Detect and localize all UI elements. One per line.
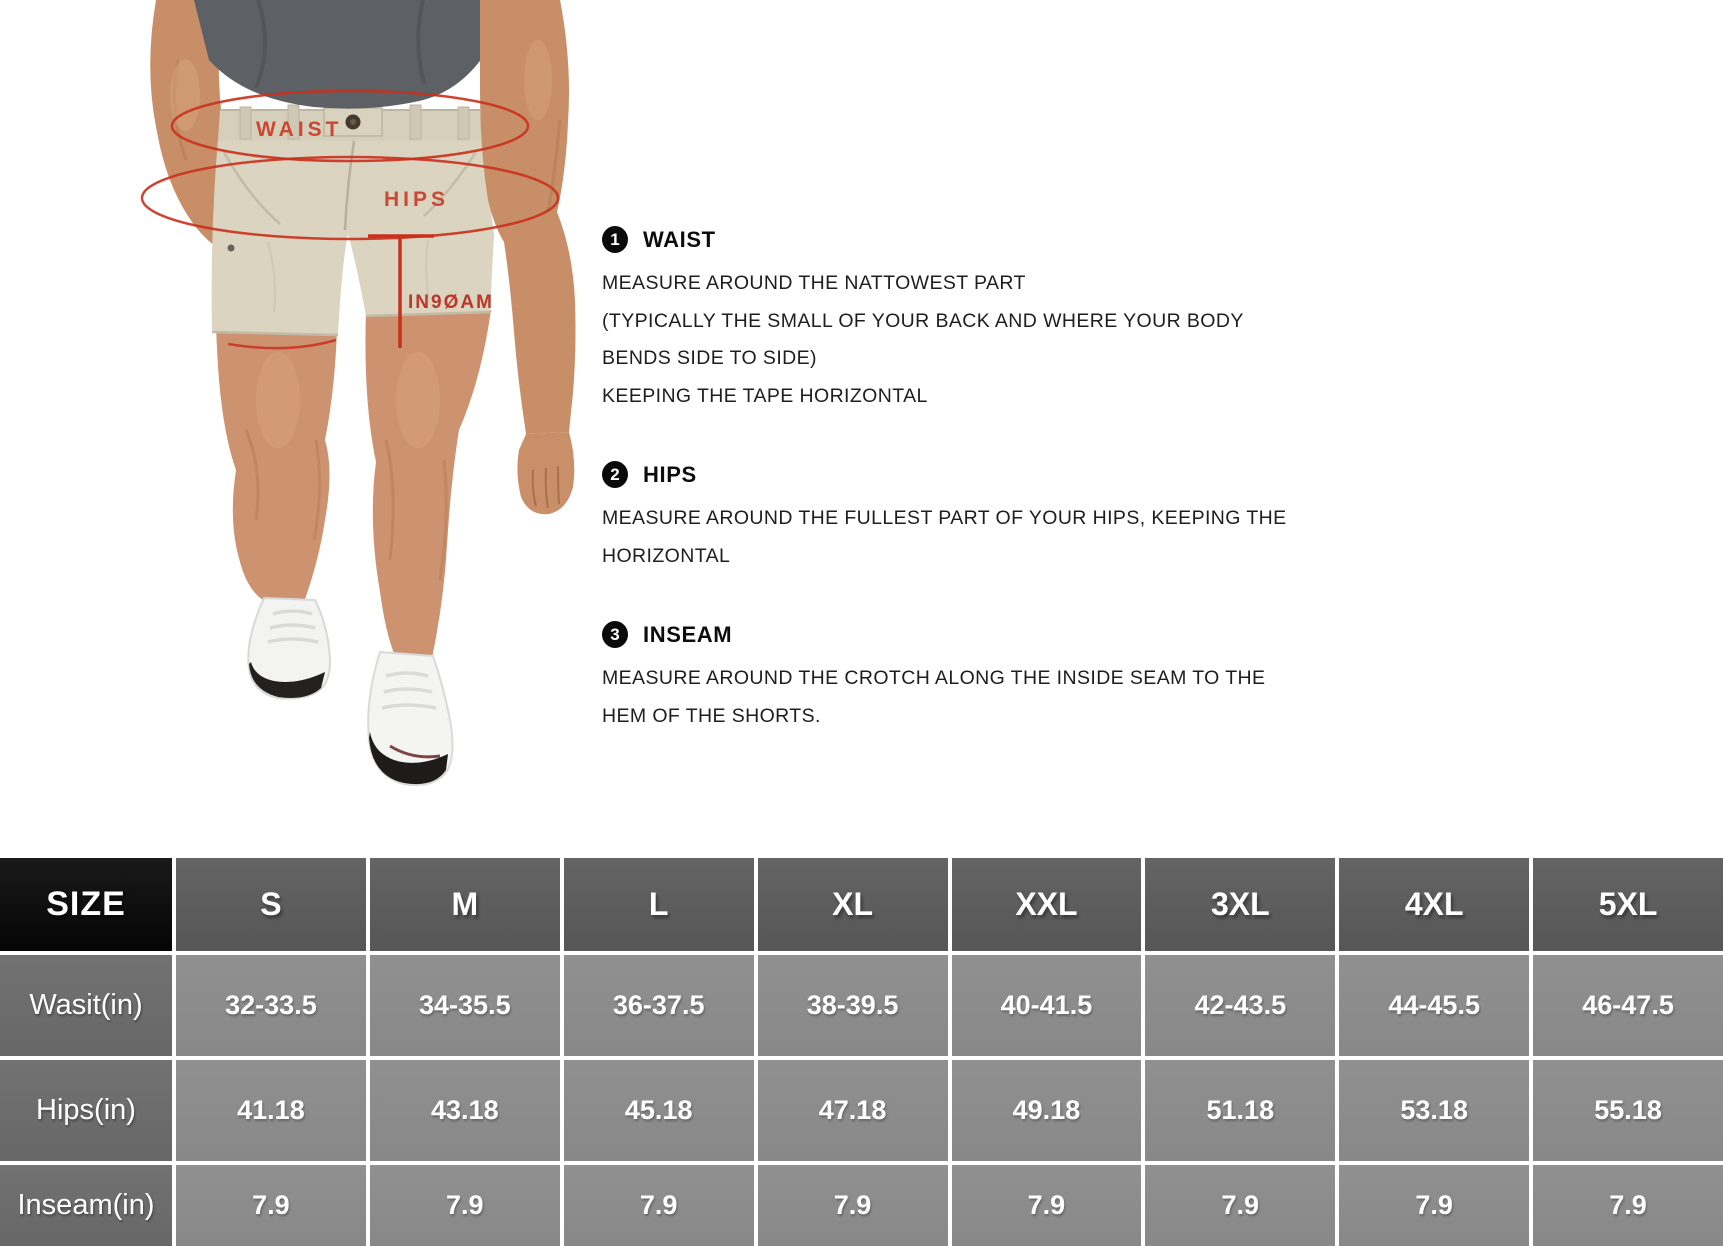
size-chart-header-xl: XL [758,858,948,951]
instruction-section-hips [602,461,1362,575]
inseam-value-xl: 7.9 [758,1165,948,1246]
waist-value-l: 36-37.5 [564,955,754,1056]
size-chart-header-4xl: 4XL [1339,858,1529,951]
waist-value-5xl: 46-47.5 [1533,955,1723,1056]
model-photo [128,0,588,860]
size-chart-header-size: SIZE [0,858,172,951]
inseam-value-m: 7.9 [370,1165,560,1246]
waist-heading: WAIST [643,226,716,252]
inseam-value-xxl: 7.9 [952,1165,1142,1246]
size-chart-header-m: M [370,858,560,951]
waist-instruction-line: (TYPICALLY THE SMALL OF YOUR BACK AND WHERE YOUR BODY [602,309,1244,332]
hips-label: HIPS [384,188,450,211]
waist-value-3xl: 42-43.5 [1145,955,1335,1056]
hips-instruction-line: HORIZONTAL [602,544,731,567]
step-1-badge: 1 [602,226,628,253]
size-chart-header-l: L [564,858,754,951]
hips-value-l: 45.18 [564,1060,754,1161]
inseam-instruction-line: HEM OF THE SHORTS. [602,704,821,727]
instruction-section-waist [602,226,1362,415]
hips-heading: HIPS [643,461,697,487]
step-3-badge: 3 [602,621,628,648]
measurement-instructions [602,226,1362,781]
size-chart-header-3xl: 3XL [1145,858,1335,951]
zipper-pull [228,245,235,252]
model-figure-svg [128,0,588,860]
waist-instruction-line: BENDS SIDE TO SIDE) [602,347,817,369]
waist-value-xl: 38-39.5 [758,955,948,1056]
hips-value-3xl: 51.18 [1145,1060,1335,1161]
hips-instruction-line: MEASURE AROUND THE FULLEST PART OF YOUR HIPS, KEEPING THE [602,507,1287,529]
inseam-value-l: 7.9 [564,1165,754,1246]
hips-value-s: 41.18 [176,1060,366,1161]
right-arm [480,0,576,514]
legs [216,310,491,658]
row-label-hips: Hips(in) [0,1060,172,1161]
inseam-value-4xl: 7.9 [1339,1165,1529,1246]
hips-value-xxl: 49.18 [952,1060,1142,1161]
hips-value-5xl: 55.18 [1533,1060,1723,1161]
inseam-value-s: 7.9 [176,1165,366,1246]
inseam-label: IN9ØAM [408,292,494,313]
size-chart-header-xxl: XXL [952,858,1142,951]
hips-value-xl: 47.18 [758,1060,948,1161]
step-2-badge: 2 [602,461,628,488]
inseam-heading: INSEAM [643,621,733,647]
waist-value-4xl: 44-45.5 [1339,955,1529,1056]
hips-value-4xl: 53.18 [1339,1060,1529,1161]
waist-value-m: 34-35.5 [370,955,560,1056]
size-chart-header-s: S [176,858,366,951]
left-shoe [248,598,330,699]
row-label-inseam: Inseam(in) [0,1165,172,1246]
instruction-section-inseam [602,621,1362,735]
row-label-waist: Wasit(in) [0,955,172,1056]
waist-instruction-line: MEASURE AROUND THE NATTOWEST PART [602,272,1026,294]
inseam-value-5xl: 7.9 [1533,1165,1723,1246]
inseam-instruction-line: MEASURE AROUND THE CROTCH ALONG THE INSIDE SEAM TO THE [602,667,1266,689]
waist-instruction-line: KEEPING THE TAPE HORIZONTAL [602,384,928,407]
inseam-value-3xl: 7.9 [1145,1165,1335,1246]
size-chart-header-5xl: 5XL [1533,858,1723,951]
waist-label: WAIST [256,118,343,141]
waist-value-xxl: 40-41.5 [952,955,1142,1056]
right-shoe [368,652,452,785]
size-chart-table [0,858,1723,1246]
waist-value-s: 32-33.5 [176,955,366,1056]
hips-value-m: 43.18 [370,1060,560,1161]
